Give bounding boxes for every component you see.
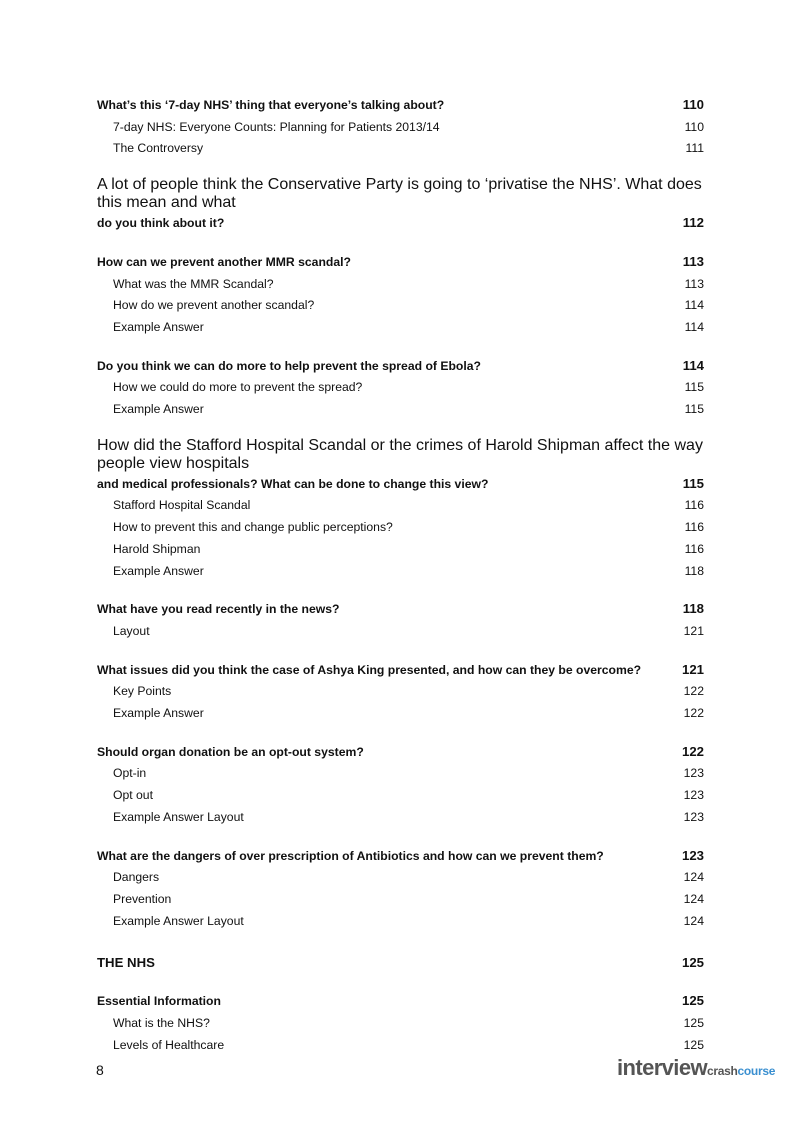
toc-entry-page-number: 118 (682, 601, 704, 617)
toc-entry-page-number: 118 (684, 563, 704, 578)
toc-entry-label: Example Answer Layout (113, 913, 244, 928)
toc-subentry[interactable] (97, 807, 704, 829)
toc-entry-page-number: 125 (681, 993, 704, 1009)
toc-entry-label: Example Answer (113, 563, 204, 578)
page-number: 8 (96, 1062, 104, 1078)
toc-entry-page-number: 124 (683, 913, 704, 928)
toc-entry-label: Prevention (113, 891, 172, 906)
toc-entry-label: How we could do more to prevent the spread? (113, 380, 363, 395)
toc-entry-page-number: 113 (682, 253, 704, 269)
toc-entry-label: Layout (113, 623, 150, 638)
toc-heading-entry[interactable] (97, 598, 704, 621)
toc-subentry[interactable] (97, 1013, 704, 1035)
toc-entry-label: Example Answer (113, 319, 204, 334)
toc-entry-label: What issues did you think the case of Ashya King presented, and how can they be overcome? (97, 662, 642, 677)
toc-heading-entry[interactable] (97, 659, 704, 682)
toc-entry-label: What have you read recently in the news? (97, 602, 340, 617)
section-spacer (97, 974, 704, 990)
logo-word-interview: interview (617, 1055, 707, 1080)
logo-word-course: course (737, 1064, 776, 1078)
toc-entry-label: What is the NHS? (113, 1015, 210, 1030)
toc-entry-label: What are the dangers of over prescription of Antibiotics and how can we prevent them? (97, 848, 604, 863)
toc-entry-page-number: 123 (683, 766, 704, 781)
section-spacer (97, 725, 704, 741)
toc-entry-label: Dangers (113, 870, 160, 885)
toc-subentry[interactable] (97, 317, 704, 339)
toc-subentry[interactable] (97, 539, 704, 561)
section-spacer (97, 582, 704, 598)
toc-entry-label: do you think about it? (97, 216, 225, 231)
toc-part-entry[interactable] (97, 952, 704, 974)
toc-subentry[interactable] (97, 889, 704, 911)
toc-entry-label: Example Answer (113, 706, 204, 721)
toc-subentry[interactable] (97, 561, 704, 583)
toc-entry-label: How can we prevent another MMR scandal? (97, 254, 351, 269)
toc-entry-page-number: 122 (683, 684, 704, 699)
toc-entry-label: Opt-in (113, 766, 147, 781)
toc-entry-label: Example Answer (113, 402, 204, 417)
toc-entry-label: and medical professionals? What can be done to change this view? (97, 476, 489, 491)
toc-heading-entry[interactable] (97, 355, 704, 378)
toc-subentry[interactable] (97, 495, 704, 517)
toc-entry-page-number: 125 (681, 955, 704, 971)
toc-entry-label: What’s this ‘7-day NHS’ thing that everyone’s talking about? (97, 98, 445, 112)
toc-entry-page-number: 112 (682, 215, 704, 231)
section-spacer (97, 829, 704, 845)
toc-entry-page-number: 115 (682, 475, 704, 491)
toc-entry-label: How do we prevent another scandal? (113, 298, 315, 313)
section-spacer (97, 421, 704, 437)
toc-heading-entry[interactable] (97, 741, 704, 764)
toc-heading-entry[interactable] (97, 990, 704, 1013)
toc-entry-page-number: 114 (684, 298, 704, 313)
toc-entry-label: THE NHS (97, 955, 155, 971)
table-of-contents (97, 94, 704, 1056)
toc-entry-page-number: 124 (683, 891, 704, 906)
toc-entry-page-number: 110 (684, 119, 704, 134)
toc-entry-label: The Controversy (113, 141, 204, 156)
toc-entry-page-number: 115 (684, 402, 704, 417)
section-spacer (97, 643, 704, 659)
toc-entry-page-number: 113 (684, 276, 704, 291)
toc-entry-page-number: 121 (683, 623, 704, 638)
toc-entry-label: How to prevent this and change public perceptions? (113, 520, 393, 535)
logo-word-crash: crash (706, 1064, 738, 1078)
toc-subentry[interactable] (97, 399, 704, 421)
toc-entry-label: Opt out (113, 788, 153, 803)
toc-entry-page-number: 123 (683, 809, 704, 824)
toc-entry-page-number: 110 (682, 97, 704, 112)
toc-heading-line[interactable]: A lot of people think the Conservative Party is going to ‘privatise the NHS’. What does this mean and what (97, 176, 702, 212)
toc-subentry[interactable] (97, 377, 704, 399)
toc-entry-page-number: 121 (681, 661, 704, 677)
toc-entry-label: What was the MMR Scandal? (113, 276, 274, 291)
toc-heading-entry[interactable] (97, 251, 704, 274)
toc-subentry[interactable] (97, 703, 704, 725)
toc-entry-label: 7-day NHS: Everyone Counts: Planning for Patients 2013/14 (113, 119, 440, 134)
toc-entry-label: Example Answer Layout (113, 809, 244, 824)
toc-subentry[interactable] (97, 763, 704, 785)
toc-entry-label: Levels of Healthcare (113, 1037, 225, 1052)
toc-entry-page-number: 125 (683, 1015, 704, 1030)
section-spacer (97, 235, 704, 251)
toc-subentry[interactable] (97, 785, 704, 807)
toc-entry-page-number: 114 (682, 357, 704, 373)
toc-entry-label: Key Points (113, 684, 172, 699)
toc-subentry[interactable] (97, 517, 704, 539)
toc-entry-label: Should organ donation be an opt-out system? (97, 744, 364, 759)
section-spacer (97, 339, 704, 355)
toc-subentry[interactable] (97, 274, 704, 296)
toc-subentry[interactable] (97, 295, 704, 317)
toc-subentry[interactable] (97, 621, 704, 643)
section-spacer (97, 932, 704, 952)
toc-subentry[interactable] (97, 911, 704, 933)
toc-subentry[interactable] (97, 681, 704, 703)
toc-entry-label: Stafford Hospital Scandal (113, 498, 251, 513)
toc-entry-page-number: 123 (681, 847, 704, 863)
section-spacer (97, 160, 704, 176)
toc-entry-label: Do you think we can do more to help prevent the spread of Ebola? (97, 358, 481, 373)
toc-entry-page-number: 116 (684, 541, 704, 556)
toc-entry-page-number: 114 (684, 319, 704, 334)
toc-heading-entry[interactable] (97, 94, 704, 117)
interview-crash-course-logo (617, 1055, 775, 1081)
toc-heading-entry[interactable] (97, 473, 704, 496)
toc-entry-page-number: 123 (683, 788, 704, 803)
toc-entry-page-number: 115 (684, 380, 704, 395)
toc-entry-page-number: 125 (683, 1037, 704, 1052)
toc-entry-page-number: 116 (684, 520, 704, 535)
toc-entry-page-number: 122 (681, 743, 704, 759)
toc-subentry[interactable] (97, 867, 704, 889)
toc-subentry[interactable] (97, 117, 704, 139)
toc-subentry[interactable] (97, 138, 704, 160)
toc-heading-entry[interactable] (97, 845, 704, 868)
toc-entry-page-number: 111 (685, 141, 704, 156)
toc-entry-label: Essential Information (97, 994, 221, 1009)
toc-entry-page-number: 124 (683, 870, 704, 885)
toc-heading-line[interactable]: How did the Stafford Hospital Scandal or the crimes of Harold Shipman affect the way people view hospitals (97, 436, 703, 472)
toc-entry-label: Harold Shipman (113, 541, 201, 556)
toc-entry-page-number: 116 (684, 498, 704, 513)
toc-subentry[interactable] (97, 1035, 704, 1057)
toc-heading-entry[interactable] (97, 212, 704, 235)
toc-entry-page-number: 122 (683, 706, 704, 721)
